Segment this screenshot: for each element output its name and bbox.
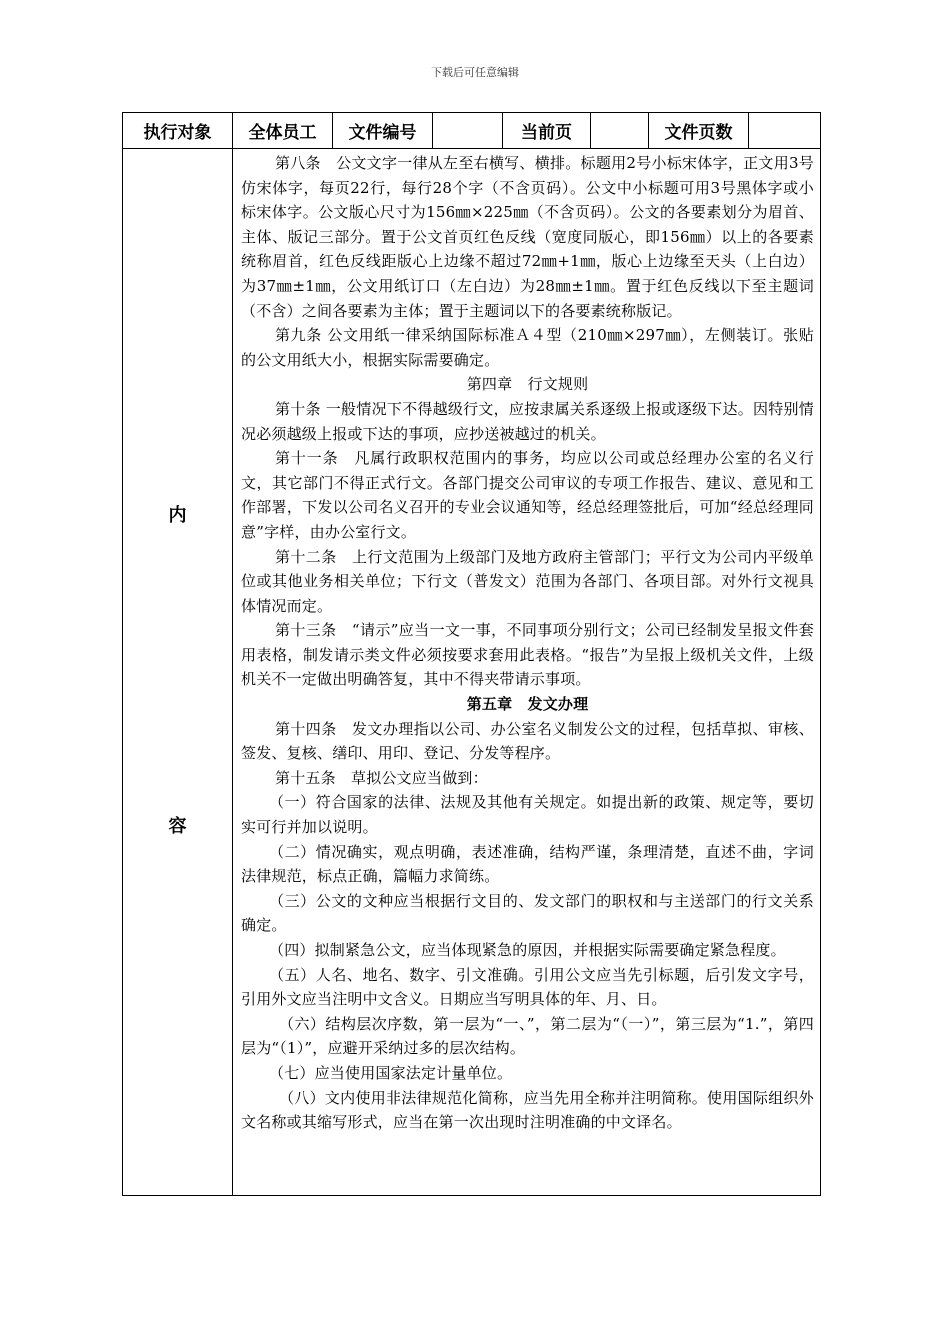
content-side-cell bbox=[123, 149, 233, 1196]
chapter-4-heading: 第四章 行文规则 bbox=[466, 375, 589, 394]
paragraph-article-10: 第十条 一般情况下不得越级行文，应按隶属关系逐级上报或逐级下达。因特别情况必须越级上报或下达的事项，应抄送被越过的机关。 bbox=[241, 399, 814, 443]
paragraph-article-12: 第十二条 上行文范围为上级部门及地方政府主管部门；平行文为公司内平级单位或其他业务相关单位；下行文（普发文）范围为各部门、各项目部。对外行文视具体情况而定。 bbox=[241, 547, 814, 615]
list-item-1: （一）符合国家的法律、法规及其他有关规定。如提出新的政策、规定等，要切实可行并加以说明。 bbox=[241, 793, 814, 837]
list-item-5: （五）人名、地名、数字、引文准确。引用公文应当先引标题，后引发文字号，引用外文应当注明中文含义。日期应当写明具体的年、月、日。 bbox=[241, 965, 814, 1009]
header-exec-target-label: 执行对象 bbox=[123, 113, 233, 149]
header-current-page-value bbox=[591, 113, 649, 149]
header-file-number-label: 文件编号 bbox=[333, 113, 433, 149]
chapter-5-heading: 第五章 发文办理 bbox=[466, 695, 589, 714]
header-exec-target-value: 全体员工 bbox=[233, 113, 333, 149]
paragraph-article-13: 第十三条 “请示”应当一文一事，不同事项分别行文；公司已经制发呈报文件套用表格，制发请示类文件必须按要求套用此表格。“报告”为呈报上级机关文件，上级机关不一定做出明确答复，其中不得夹带请示事项。 bbox=[241, 621, 814, 689]
header-file-number-value bbox=[433, 113, 503, 149]
header-current-page-label: 当前页 bbox=[503, 113, 591, 149]
side-label-char-1: 内 bbox=[168, 505, 187, 526]
header-page-count-value bbox=[749, 113, 821, 149]
header-page-count-label: 文件页数 bbox=[649, 113, 749, 149]
page-note: 下载后可任意编辑 bbox=[431, 66, 519, 79]
content-cell bbox=[233, 149, 821, 1196]
paragraph-article-14: 第十四条 发文办理指以公司、办公室名义制发公文的过程，包括草拟、审核、签发、复核、缮印、用印、登记、分发等程序。 bbox=[241, 719, 814, 763]
list-item-8: （八）文内使用非法律规范化简称，应当先用全称并注明简称。使用国际组织外文名称或其缩写形式，应当在第一次出现时注明准确的中文译名。 bbox=[241, 1088, 814, 1132]
paragraph-article-9: 第九条 公文用纸一律采纳国际标准Ａ４型（210㎜×297㎜），左侧装订。张贴的公文用纸大小，根据实际需要确定。 bbox=[241, 326, 814, 369]
side-label-char-2: 容 bbox=[168, 816, 187, 837]
list-item-4: （四）拟制紧急公文，应当体现紧急的原因，并根据实际需要确定紧急程度。 bbox=[269, 941, 786, 959]
list-item-3: （三）公文的文种应当根据行文目的、发文部门的职权和与主送部门的行文关系确定。 bbox=[241, 891, 814, 935]
list-item-2: （二）情况确实，观点明确，表述准确，结构严谨，条理清楚，直述不曲，字词法律规范，标点正确，篇幅力求简练。 bbox=[241, 842, 814, 886]
paragraph-article-11: 第十一条 凡属行政职权范围内的事务，均应以公司或总经理办公室的名义行文，其它部门不得正式行文。各部门提交公司审议的专项工作报告、建议、意见和工作部署，下发以公司名义召开的专业会议通知等，经总经理签批后，可加“经总经理同意”字样，由办公室行文。 bbox=[241, 449, 814, 541]
list-item-6: （六）结构层次序数，第一层为“一、”，第二层为“（一）”，第三层为“1.”，第四层为“（1）”，应避开采纳过多的层次结构。 bbox=[241, 1014, 814, 1058]
list-item-7: （七）应当使用国家法定计量单位。 bbox=[269, 1063, 513, 1082]
header-row bbox=[123, 113, 821, 149]
paragraph-article-8: 第八条 公文文字一律从左至右横写、横排。标题用2号小标宋体字，正文用3号仿宋体字，每页22行，每行28个字（不含页码）。公文中小标题可用3号黑体字或小标宋体字。公文版心尺寸为156㎜×225㎜（不含页码）。公文的各要素划分为眉首、主体、版记三部分。置于公文首页红色反线（宽度同版心，即156㎜）以上的各要素统称眉首，红色反线距版心上边缘不超过72㎜+1㎜，版心上边缘至天头（上白边）为37㎜±1㎜，公文用纸订口（左白边）为28㎜±1㎜。置于红色反线以下至主题词（不含）之间各要素为主体；置于主题词以下的各要素统称版记。 bbox=[241, 154, 814, 320]
content-row bbox=[123, 149, 821, 1196]
document-table bbox=[122, 112, 821, 1196]
paragraph-article-15: 第十五条 草拟公文应当做到： bbox=[275, 768, 488, 787]
